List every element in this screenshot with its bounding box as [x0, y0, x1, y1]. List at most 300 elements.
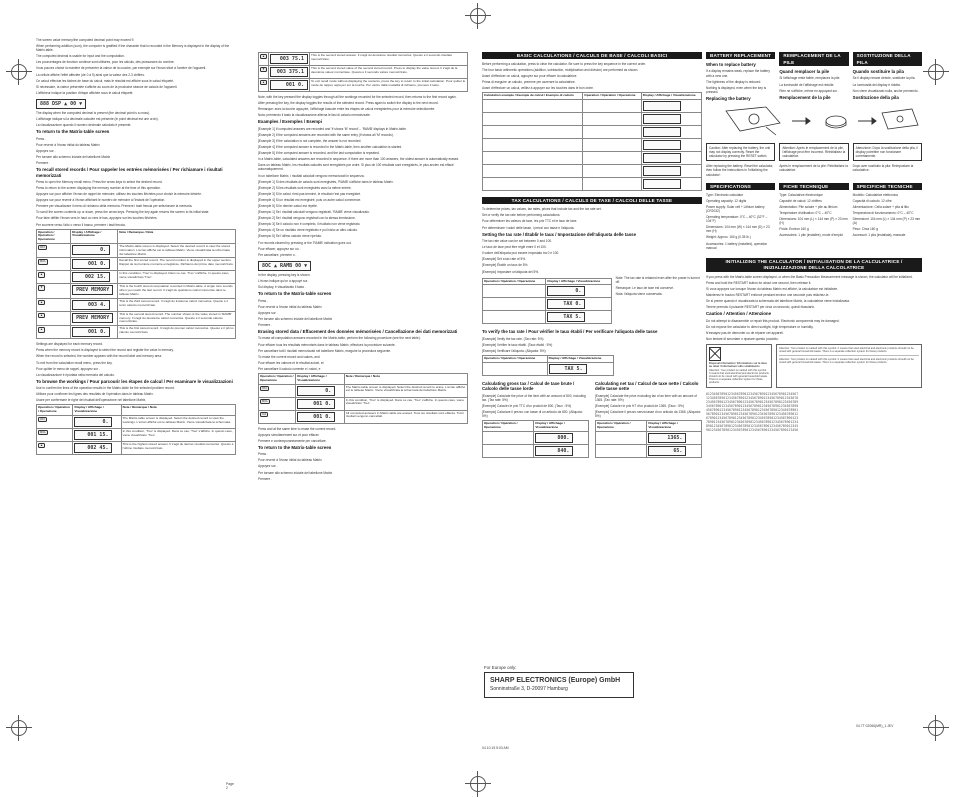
table-cell-op — [583, 126, 642, 139]
verify-line: [Exemple] Vérifier le taux établi. (Taux établi : 5%) — [482, 342, 553, 347]
table-cell-disp — [71, 298, 118, 311]
table-header: Display / Affichage / Visualizzazione — [534, 421, 589, 432]
note-line: Note, with the key pressed the display toggles through all the workings recorded for the selected record, then returns to the first record again. — [258, 95, 457, 99]
return-title-3: To return to the Matrix-table screen — [258, 444, 332, 450]
spec-header-en: SPECIFICATIONS — [706, 183, 775, 190]
recall-line: Appuyez sur pour revenir à l'écran affichant le numéro de mémoire à l'instant de l'opération. — [36, 198, 166, 203]
caution-lines — [706, 319, 922, 341]
after-table-line: Pour quitter le menu de rappel, appuyez sur . — [36, 366, 100, 371]
table-cell-note: This is the second stored answer. Il s'agit du deuxième résultat mémorisé. Questo è il secondo risultato memorizzato. — [309, 53, 467, 66]
table-cell-op — [483, 362, 548, 375]
spec-line: Accessories: 1 battery (installed), operation manual — [706, 241, 768, 250]
table-cell-op — [583, 152, 642, 165]
tax-line: Pour déterminer les valeurs de taxe, les prix TTC et le taux de taxe. — [482, 219, 578, 224]
gross-line: [Exemple] Calculer le prix TTC d'un produit de 800. (Taux : 5%) — [482, 403, 572, 408]
recall-more-line: Per scorrere verso l'alto o verso il basso, premere i tasti freccia. — [36, 222, 126, 227]
table-cell-note: This is the second stored record. The number shown is the value stored in 'RAMB' memory. Il s'agit du deuxième calcul mémorisé. Questo è il secondo calcolo memorizzato. — [118, 311, 236, 325]
tax-note: Nota: l'aliquota viene conservata. — [615, 291, 663, 296]
battery-line: The lightness of the display is reduced. — [706, 79, 762, 84]
table-row — [37, 416, 236, 429]
basic-line: Avant d'effectuer un calcul, appuyez sur pour effacer la calculatrice. — [482, 74, 578, 79]
after-it: Dopo aver sostituito la pila: Reimpostare la calcolatrice. — [852, 164, 914, 173]
spec-line: Dimensioni: 104 mm (L) × 144 mm (P) × 23 mm (A) — [852, 217, 921, 226]
table-row — [483, 285, 612, 298]
spec-it-lines — [853, 193, 922, 238]
tax-note: Note: The tax rate is retained even after the power is turned off. — [615, 275, 700, 284]
table-row — [483, 298, 612, 311]
table-cell-disp — [268, 53, 309, 66]
lcd-display: TAX 5. — [549, 364, 587, 374]
table-row — [483, 178, 702, 191]
lcd-display: 002 15. — [72, 272, 110, 282]
crossed-bin-icon — [709, 347, 721, 361]
lcd-display — [643, 166, 681, 176]
basic-lines — [482, 62, 702, 90]
table-cell-op — [259, 79, 269, 92]
table-cell-op — [483, 431, 534, 444]
battery-line: Non viene visualizzato nulla, anche premendo . — [852, 88, 920, 93]
table-header: Display / Affichage / Visualizzazione — [71, 229, 118, 243]
setting-line: Il valore dell'aliquota può essere impostato tra 0 e 100. — [482, 251, 560, 256]
arrow-right-icon-1 — [792, 118, 810, 124]
table-cell-disp — [71, 271, 118, 284]
sharp-company: SHARP ELECTRONICS (Europe) GmbH — [490, 677, 621, 685]
spec-line: Operating temperature: 0°C – 40°C (32°F – 104°F) — [706, 215, 768, 224]
key-glyph: ▼ — [40, 285, 43, 290]
battery-fr-title: Quand remplacer la pile — [779, 69, 830, 74]
display-sample-2: 8OC ▲ RAMB 00 ▼ — [258, 261, 311, 271]
after-fr: Après le remplacement de la pile: Réinitialisez la calculatrice. — [779, 164, 848, 173]
keys-line: Pour effacer, appuyez sur ou . — [258, 246, 301, 251]
lcd-display: 001 0. — [297, 399, 335, 409]
tax-notes — [616, 276, 702, 328]
net-lines — [595, 394, 702, 418]
lcd-display: TAX 0. — [547, 299, 585, 309]
table-cell-disp — [534, 431, 589, 444]
lcd-display: 001 0. — [270, 80, 308, 90]
init-line: Tenere premuto il pulsante RESTART per circa un secondo, quindi rilasciarlo. — [706, 305, 815, 310]
return-line: Appuyez sur . — [258, 310, 278, 315]
table-cell-op — [583, 178, 642, 191]
table-cell-op — [37, 429, 73, 442]
note-line: After pressing the key, the display toggles the results of the selected record. Press again to switch the display to the next record. — [258, 101, 439, 106]
battery-replacement-illustration — [706, 103, 922, 139]
table-row — [483, 431, 589, 444]
table-cell-op — [37, 311, 71, 325]
spec-line: Capacità di calcolo: 12 cifre — [852, 198, 892, 203]
spec-line: Dimensions: 104 mm (L) × 144 mm (P) × 23 mm (H) — [779, 217, 848, 226]
tax-line: To determine prices, tax values, tax rates, prices that include tax and the tax rate set. — [482, 207, 602, 212]
table-row — [259, 53, 468, 66]
warning-it: Attenzione: Dopo la sostituzione della pila, il display potrebbe non funzionare correttamente. — [853, 143, 922, 161]
table-row — [483, 113, 702, 126]
browse-line: Use to confirm the lines of the operation results in the Matrix-table for the selected problem record. — [36, 386, 175, 391]
table-cell-note: The Matrix-table screen is displayed. Select the desired record to view the stored information. L'écran affiché est le tableau Matrix. Viene visualizzata la schermata del tabellone Matrix. — [118, 244, 236, 258]
table-row — [483, 444, 589, 457]
table-cell-ex — [483, 152, 583, 165]
table-cell-op — [583, 100, 642, 113]
spec-fr-lines — [779, 193, 848, 238]
table-cell-disp — [73, 416, 121, 429]
intro-paragraphs — [36, 38, 236, 95]
battery-header-fr: REMPLACEMENT DE LA PILE — [779, 52, 848, 66]
table-header: Display / Affichage / Visualizzazione — [547, 356, 613, 363]
table-cell-disp — [71, 244, 118, 258]
recall-more-line: To scroll the screen contents up or down, press the arrow keys. Pressing the key again returns the screen to its initial state. — [36, 210, 210, 215]
return-lines-2 — [258, 299, 468, 327]
return-line: Per tornare allo schermo iniziale del tabellone Matrix — [36, 154, 111, 159]
table-cell-ex — [483, 139, 583, 152]
key-glyph: ▲ — [40, 327, 43, 332]
table-cell-disp — [71, 311, 118, 325]
lcd-display: 840. — [535, 446, 573, 456]
net-line: [Esempio] Calcolare il prezzo senza tasse di un articolo da 1365. (Aliquota: 5%) — [595, 409, 701, 419]
crop-mark-bottom-center — [470, 776, 486, 792]
after-table-line: Press when the memory record is displayed to select the record and register the value in memory. — [36, 348, 174, 353]
lcd-display: 0. — [72, 245, 110, 255]
spec-line: Type: Calculatrice électronique — [779, 192, 823, 197]
table-cell-op — [259, 53, 269, 66]
table-cell-ex — [483, 178, 583, 191]
spec-line: Accessori: 1 pila (installata), manuale — [852, 233, 906, 238]
after-table-line: La visualizzazione è riportata nella memoria del calcolo. — [36, 372, 115, 377]
table-cell-disp — [71, 284, 118, 298]
sharp-street: Sonninstraße 3, D-20097 Hamburg — [490, 686, 568, 693]
net-table — [595, 420, 702, 458]
intro-line: L'afficheur indique la position d'étape affichée sous le calcul étiqueté. — [36, 90, 134, 95]
display-note: La visualizzazione quando il numero decimale calcolato è presente. — [36, 123, 132, 128]
specifications-section — [706, 181, 922, 252]
after-erase-line: Press and at the same time to erase the current record. — [258, 426, 337, 431]
esempi-it — [258, 210, 468, 238]
table-cell-op — [596, 444, 647, 457]
after-erase-line: Appuyez simultanément sur et pour effacer. — [258, 432, 320, 437]
table-cell-note: This is the third stored record. Il s'agit du troisième calcul mémorisé. Questo è il terzo calcolo memorizzato. — [118, 298, 236, 311]
table-cell-disp — [641, 126, 701, 139]
table-header: Display / Affichage / Visualizzazione — [641, 93, 701, 100]
example-line: [Example 5] If the computed answer is recorded, and the last computation is repeated. — [258, 151, 380, 156]
return-title: To return to the Matrix-table screen — [36, 129, 110, 135]
table-row — [483, 311, 612, 324]
spec-line: Accessoires: 1 pile (installée), mode d'emploi — [779, 233, 844, 238]
calculator-back-figure-1 — [726, 107, 780, 135]
table-cell-disp — [296, 410, 344, 423]
intro-line: La cellule affiche l'effet affectée (de 0 à 9) ainsi que la valeur des 2-3 chiffres. — [36, 72, 145, 77]
key-glyph: ▲ — [40, 443, 43, 448]
examples-title: Examples / Exemples / Esempi — [258, 119, 322, 125]
table-header: Operation / Opération / Operazione — [37, 229, 71, 243]
setting-line: Le taux de taxe peut être réglé entre 0 et 100. — [482, 245, 547, 250]
lcd-display — [643, 153, 681, 163]
table-cell-op — [483, 298, 546, 311]
esempio-line: [Esempio 1] Se i risultati calcolati vengono registrati, 'RAMB' viene visualizzato. — [258, 210, 370, 215]
battery-line: If a display remains weak, replace the battery with a new one. — [706, 69, 770, 78]
lcd-display — [643, 114, 681, 124]
table-cell-ex — [483, 113, 583, 126]
caution-line: N'essayez pas de démonter ou de réparer cet appareil. — [706, 330, 784, 335]
table-header: Note / Remarque / Nota — [118, 229, 236, 243]
gross-table — [482, 420, 589, 458]
table-cell-op — [483, 285, 546, 298]
table-cell-op — [259, 397, 296, 410]
table-row — [37, 429, 236, 442]
key-glyph: ▲ — [262, 80, 265, 84]
tax-calc-header: TAX CALCULATIONS / CALCULS DE TAXE / CALCOLI DELLE TASSE — [482, 197, 702, 204]
init-header: INITIALIZING THE CALCULATOR / INITIALISATION DE LA CALCULATRICE / INIZIALIZZAZIONE DELLA CALCOLATRICE — [706, 258, 922, 272]
spec-line: Alimentation: Pile solaire + pile au lithium — [779, 204, 838, 209]
notes — [258, 95, 468, 117]
table-cell-disp — [546, 298, 611, 311]
column-2 — [258, 50, 468, 483]
lcd-display: 001 15. — [74, 430, 112, 440]
display-sample: 888 DSP ▲ 00 ▼ — [36, 99, 86, 109]
battery-en — [706, 50, 775, 103]
return-line: Appuyez sur . — [36, 148, 56, 153]
return-lines-3 — [258, 452, 468, 480]
disposal-block-1 — [706, 344, 772, 388]
init-line: Se si preme quando è visualizzata la schermata del tabellone Matrix, la calcolatrice viene inizializzata. — [706, 299, 850, 304]
recall-more — [36, 210, 236, 226]
return-line: Pour revenir à l'écran initial du tableau Matrix — [258, 458, 322, 463]
calculator-back-figure-2 — [882, 109, 918, 129]
erase-line: To erase the current record and values, and — [258, 354, 320, 359]
replace-title-en: Replacing the battery — [706, 95, 751, 101]
after-table-line: Settings are displayed for each memory record. — [36, 342, 103, 347]
gross-title: Calculating gross tax / Calcul de taxe brute / Calcolo delle tasse lorde — [482, 380, 575, 392]
esempio-line: [Esempio 5] Se l'ultimo calcolo viene ripetuto. — [258, 234, 323, 239]
table-row — [37, 326, 236, 339]
display-note: In the display, pressing key is shown. — [258, 272, 311, 277]
table-row — [596, 444, 702, 457]
table-cell-disp — [73, 429, 121, 442]
display-note: L'affichage indique si la décimale calculée est présente (le point décimal est une croix). — [36, 117, 159, 122]
recall-line: Press to open the Memory recall menu. Press the arrow keys to select the desired record. — [36, 179, 163, 184]
spec-line: Weight: Approx. 160 g (0.35 lb.) — [706, 235, 751, 240]
recall-line: Appuyez sur pour afficher l'écran de rappel de mémoire; utilisez les touches fléchées pour choisir la mémoire désirée. — [36, 192, 202, 197]
examples — [258, 127, 468, 155]
lcd-display: 001 0. — [72, 327, 110, 337]
table-cell-ex — [483, 100, 583, 113]
browse-line: Utilisez pour confirmer les lignes des résultats de l'opération dans le tableau Matrix. — [36, 392, 154, 397]
after-erase — [258, 427, 468, 443]
table-cell-disp — [641, 165, 701, 178]
erase-lines — [258, 336, 468, 371]
table-cell-disp — [647, 444, 702, 457]
after-table-line: When the record is selected, the number appears with the record label and memory area. — [36, 354, 162, 359]
battery-fr-lines — [779, 76, 848, 92]
battery-it — [853, 50, 922, 103]
table-cell-op — [483, 311, 546, 324]
battery-section — [706, 50, 922, 103]
crop-mark-top-left — [11, 64, 27, 80]
recall-line: Press to return to the screen displaying the memory number at the time of this operation. — [36, 186, 161, 190]
return-line: Appuyez sur . — [258, 464, 278, 469]
lcd-display — [643, 101, 681, 111]
table-cell-op — [483, 444, 534, 457]
recall-title: To recall stored records / Pour rappeler les entrées mémorisées / Per richiamare i risultati memorizzati — [36, 167, 223, 178]
table-cell-disp — [641, 113, 701, 126]
exemples-fr — [258, 180, 468, 208]
keys-line: For records cleared by pressing or the 'RAMB' indication goes out. — [258, 240, 352, 245]
caution-line: Do not attempt to disassemble or repair this product. Electronic components may be damaged. — [706, 318, 840, 323]
column-3 — [482, 50, 702, 750]
verify-line: [Example] Verify the tax rate. (Tax rate: 5%) — [482, 336, 544, 341]
table-row — [37, 244, 236, 258]
crop-mark-top-center — [470, 8, 486, 24]
tax-example-line: [Exemple] Établir un taux de 5%. — [482, 263, 529, 268]
verify-title: To verify the tax rate / Pour vérifier le taux établi / Per verificare l'aliquota delle tasse — [482, 329, 658, 335]
table-cell-op — [583, 113, 642, 126]
erase-line: To erase all computation answers recorded in the Matrix-table, perform the following procedure (see the next table). — [258, 336, 421, 341]
battery-line: Nothing is displayed, even when the key is pressed. — [706, 85, 767, 94]
keys-lines — [258, 241, 468, 257]
display-notes — [36, 111, 236, 127]
recall-table — [36, 229, 236, 340]
table-cell-note: In this condition, 'Trec' is displayed. Dans ce cas, 'Trec' s'affiche. In questo caso, viene visualizzato 'Trec'. — [121, 429, 235, 442]
net-title: Calculating net tax / Calcul de taxe nette / Calcolo delle tasse nette — [595, 380, 699, 392]
return-lines — [36, 137, 236, 165]
basic-line: Before performing a calculation, press to clear the calculator. Be sure to press the key sequence in the correct order. — [482, 62, 646, 66]
lcd-display: 0. — [547, 286, 585, 296]
spec-line: Modello: Calcolatrice elettronica — [852, 192, 898, 197]
lcd-display: 003 375.1 — [270, 67, 308, 77]
recall-line: Premere per visualizzare il menu di richiamo della memoria. Premere i tasti freccia per selezionare la memoria. — [36, 204, 193, 209]
spec-line: Power supply: Solar cell + Lithium battery (CR2032) — [706, 204, 765, 213]
table-cell-disp — [641, 178, 701, 191]
table-header: Operation / Opération / Operazione — [596, 421, 647, 432]
europe-line: For Europe only: — [484, 665, 517, 670]
table-cell-op — [583, 165, 642, 178]
battery-header-it: SOSTITUZIONE DELLA PILA — [853, 52, 922, 66]
table-cell-disp — [534, 444, 589, 457]
battery-line: Rien ne s'affiche, même en appuyant sur . — [779, 88, 839, 93]
intro-line: When performing addition (sum), the computer is gratified if the character that is recorded in the Memory is displayed in the display of the Matrix-table. — [36, 44, 230, 53]
after-en: After replacing the battery: Reset the calculator, then follow the instructions in 'Initializing the calculator'. — [706, 164, 774, 177]
tax-note: Remarque: Le taux de taxe est conservé. — [615, 285, 674, 290]
setting-line: The tax rate value can be set between 0 and 100. — [482, 239, 552, 244]
crop-mark-top-right — [928, 64, 944, 80]
spec-line: Alimentazione: Cella solare + pila al litio — [852, 204, 909, 209]
table-cell-op — [37, 326, 71, 339]
table-cell-disp — [641, 139, 701, 152]
table-cell-note: This is the highest stored answer. Il s'agit du dernier résultat mémorisé. Questo è l'ultimo risultato memorizzato. — [121, 442, 235, 455]
example-line: [Example 2] If the computed answers are recorded with the same entry (if shows all 'M' records). — [258, 132, 394, 137]
tax-example — [482, 257, 702, 273]
table-header: Display / Affichage / Visualizzazione — [73, 405, 121, 416]
intro-line: The computed decimal is usable for input and the computation. — [36, 54, 125, 59]
lcd-display: 1365. — [648, 433, 686, 443]
table-row — [37, 298, 236, 311]
battery-it-title: Quando sostituire la pila — [852, 69, 904, 74]
table-cell-note: All computed answers in Matrix-table are erased. Tous les résultats sont effacés. Tutti i risultati vengono cancellati. — [344, 410, 467, 423]
return-line: Press . — [258, 452, 268, 457]
key-glyph: RCL — [262, 398, 269, 403]
spec-line: Peso: Circa 160 g — [852, 227, 878, 232]
return-line: Premere . — [258, 322, 272, 327]
table-header: Display / Affichage / Visualizzazione — [546, 278, 611, 285]
table-header: Note / Remarque / Nota — [344, 373, 467, 384]
arrow-right-icon-2 — [858, 118, 876, 124]
battery-line: Se il display rimane debole, sostituire la pila. — [852, 76, 916, 81]
table-row — [37, 442, 236, 455]
erase-title: Erasing stored data / Effacement des données mémorisées / Cancellazione dei dati memorizzati — [258, 329, 458, 334]
table-header: Display / Affichage / Visualizzazione — [296, 373, 344, 384]
erase-line: Pour effacer les valeurs et le résultat actuel, et — [258, 360, 324, 365]
table-cell-ex — [483, 126, 583, 139]
example-line: [Example 4] If the computed answer is recorded in the Matrix-table, then another calculation is started. — [258, 145, 403, 150]
exemple-line: [Exemple 3] Si le calcul n'est pas terminé, le résultat n'est pas enregistré. — [258, 191, 362, 196]
esempio-line: [Esempio 2] Se i risultati vengono registrati con la stessa immissione. — [258, 216, 356, 221]
table-cell-op — [37, 244, 71, 258]
table-row — [259, 66, 468, 79]
table-cell-note: The Matrix-table screen is displayed. Select the desired record to erase. L'écran affiché est le tableau Matrix. Viene visualizzata la schermata del tabellone Matrix. — [344, 384, 467, 397]
exemple-line: [Exemple 4] Si un résultat est enregistré, puis un autre calcul commence. — [258, 197, 362, 202]
table-cell-disp — [641, 152, 701, 165]
after-table-line: To exit from the calculation recall menu, press the key. — [36, 360, 113, 365]
init-line: Si vous appuyez sur lorsque l'écran du tableau Matrix est affiché, la calculatrice est initialisée. — [706, 286, 839, 291]
table-cell-op — [583, 139, 642, 152]
tax-example-line: [Esempio] Impostare un'aliquota del 5%. — [482, 269, 539, 274]
lcd-display — [643, 140, 681, 150]
key-glyph: ▲ — [40, 312, 43, 317]
spec-line: Operating capacity: 12 digits — [706, 198, 747, 203]
battery-line: Si l'affichage reste faible, remplacez la pile. — [779, 76, 841, 81]
table-row — [259, 410, 468, 423]
table-cell-note: In this condition, 'Trec' is displayed. Dans ce cas, 'Trec' s'affiche. In questo caso, viene visualizzato 'Trec'. — [118, 271, 236, 284]
erase-line: Per cancellare il calcolo corrente e i valori, e — [258, 366, 321, 371]
table-row — [37, 271, 236, 284]
lcd-display: PREV MEMORY — [72, 285, 113, 295]
table-cell-note: This is the second stored value of the second stored record. Press to display the value stored. Il s'agit de la deuxième valeur mémorisée. Questo è il secondo valore memorizzato. — [309, 66, 467, 79]
note-line: Nota: premendo il tasto la visualizzazione alterna le fasi di calcolo memorizzate. — [258, 113, 371, 118]
table-row — [259, 384, 468, 397]
net-line: [Exemple] Calculer le prix HT d'un produit de 1365. (Taux : 5%) — [595, 403, 684, 408]
table-row — [483, 139, 702, 152]
disposal-text-1: Attention: Your product is marked with this symbol. It means that used electrical and electronic products should not be mixed with general household waste. There is a separate collection system for these products. — [709, 368, 769, 385]
spec-line: Temperatura di funzionamento: 0°C – 40°C — [852, 210, 914, 215]
intro-line: Ce calcul effectue les tâches de base du calcul, mais le résultat est affiché sous le calcul étiqueté. — [36, 78, 174, 83]
return-line: Pour revenir à l'écran initial du tableau Matrix — [36, 142, 100, 147]
basic-line: Avant d'effectuer un calcul, veillez à appuyer sur les touches dans le bon ordre. — [482, 86, 594, 91]
setting-lines — [482, 239, 702, 255]
return-line: Pour revenir à l'écran initial du tableau Matrix — [258, 304, 322, 309]
sharp-address — [484, 672, 634, 698]
return-line: Press . — [258, 298, 268, 303]
display-notes-2 — [258, 273, 468, 289]
intro-line: Vous pouvez choisir la manière de présenter la valeur de la couche, par exemple sur l'écran situé à l'arrière de l'appareil. — [36, 66, 207, 71]
table-row — [259, 397, 468, 410]
lcd-display: 003 4. — [72, 300, 110, 310]
init-line: Press and hold the RESTART button for about one second, then release it. — [706, 280, 812, 285]
key-glyph: ▲ — [40, 299, 43, 304]
key-glyph: RCL — [40, 430, 47, 435]
key-glyph: ON — [262, 385, 267, 390]
return-line: Premere . — [258, 476, 272, 481]
init-line: If you press with the Matrix-table screen displayed, or when the Basic Precaution Measurement message is shown, the calculator will be initialized. — [706, 274, 913, 279]
page-label: Page 2 — [226, 782, 234, 791]
disposal-title: Disposal information / Informations sur la mise au rebut / Informazioni sullo smaltimento — [709, 362, 767, 369]
mid-line: Dans un tableau Matrix, les résultats calculés sont enregistrés par ordre. Si plus de 100 résultats sont enregistrés, le plus ancien est effacé automatiquement. — [258, 163, 454, 172]
replace-title-it: Sostituzione della pila — [852, 94, 899, 100]
return-line: Press . — [36, 136, 46, 141]
table-header: Calculation example / Exemple de calcul / Esempio di calcolo — [483, 93, 583, 100]
table-cell-note: To exit recall mode without displaying the contents, press the key to return to the initial calculation. Pour quitter le mode de rappel, appuyez sur la touche. Per uscire dalla modalità di richiamo, premere il tasto. — [309, 79, 467, 92]
intro-line: The screen value memory/the computed decimal point may exceed 9. — [36, 38, 135, 42]
table-row — [596, 431, 702, 444]
table-cell-disp — [641, 100, 701, 113]
table-row — [259, 79, 468, 92]
right-footer: 04.7T 02066(MR)_1.JEV — [856, 724, 894, 728]
